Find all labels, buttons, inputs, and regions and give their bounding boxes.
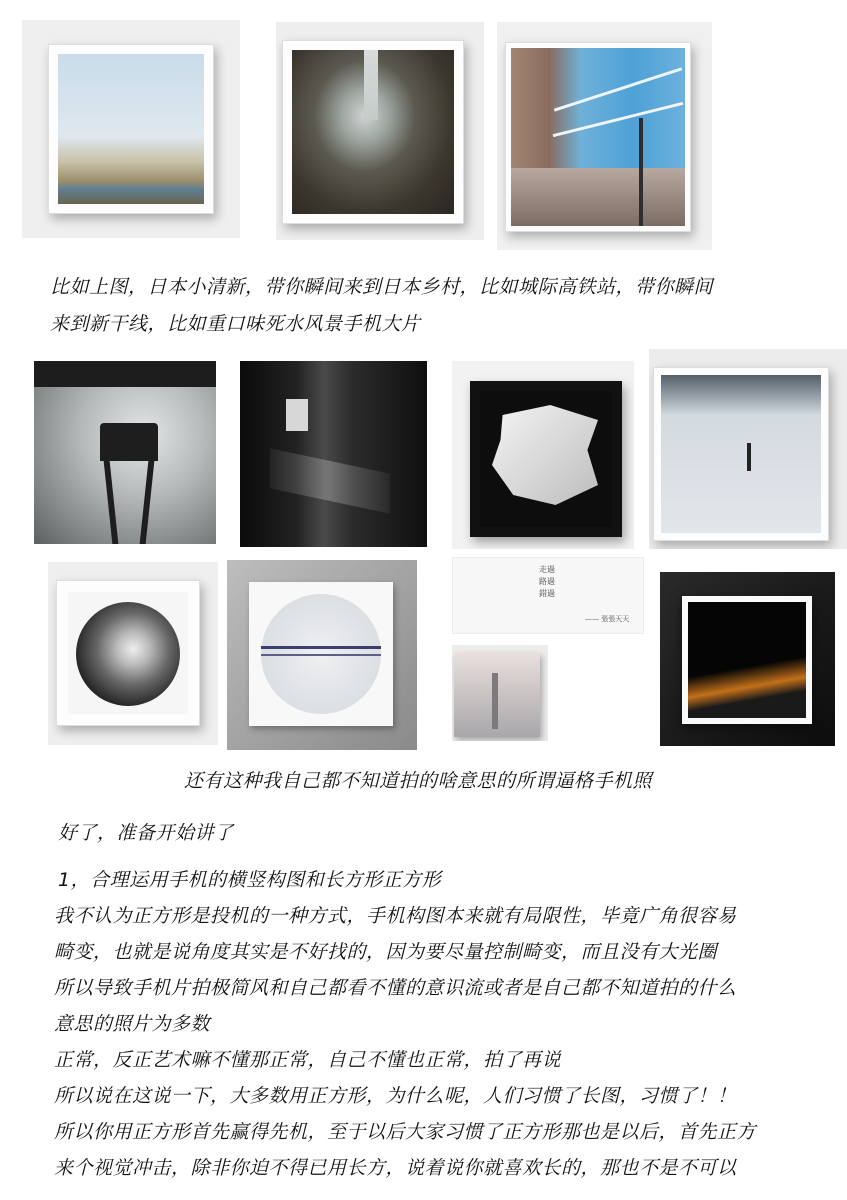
body-line-4: 意思的照片为多数: [54, 1013, 211, 1035]
body-line-6: 所以说在这说一下，大多数用正方形，为什么呢，人们习惯了长图，习惯了！！: [54, 1085, 737, 1107]
body-line-1: 我不认为正方形是投机的一种方式，手机构图本来就有局限性，毕竟广角很容易: [54, 905, 737, 927]
body-line-5: 正常，反正艺术嘛不懂那正常，自己不懂也正常，拍了再说: [54, 1049, 562, 1071]
framed-photo-spiral: [48, 562, 218, 745]
body-line-7: 所以你用正方形首先赢得先机，至于以后大家习惯了正方形那也是以后，首先正方: [54, 1121, 757, 1143]
framed-photo-small: [452, 645, 548, 741]
framed-photo-station: [497, 22, 712, 250]
calligraphy-card: [452, 557, 644, 634]
intro-text: 好了，准备开始讲了: [58, 822, 234, 844]
framed-photo-countryside: [22, 20, 240, 238]
spiral-image: [76, 602, 180, 706]
section-heading: 1，合理运用手机的横竖构图和长方形正方形: [58, 869, 442, 891]
body-line-2: 畸变，也就是说角度其实是不好找的，因为要尽量控制畸变，而且没有大光圈: [54, 941, 718, 963]
countryside-image: [58, 54, 204, 204]
framed-photo-birds: [452, 361, 634, 549]
card-signature: —— 張張天天: [585, 615, 630, 623]
vertical-text-3: 錯過: [539, 589, 555, 598]
framed-photo-waterfall: [276, 22, 484, 240]
station-image: [511, 48, 685, 226]
body-line-8: 来个视觉冲击，除非你迫不得已用长方，说着说你就喜欢长的，那也不是不可以: [54, 1157, 737, 1179]
body-line-3: 所以导致手机片拍极简风和自己都看不懂的意识流或者是自己都不知道拍的什么: [54, 977, 737, 999]
vertical-text-2: 路過: [539, 577, 555, 586]
upside-down-trees-image: [661, 375, 821, 533]
caption-line-2: 来到新干线，比如重口味死水风景手机大片: [50, 313, 421, 335]
birds-collage-image: [480, 391, 612, 527]
caption-line-1: 比如上图，日本小清新，带你瞬间来到日本乡村，比如城际高铁站，带你瞬间: [50, 276, 714, 298]
water-tower-image: [34, 361, 216, 544]
circle-print-image: [227, 560, 417, 750]
corridor-image: [240, 361, 427, 547]
gallery-caption: 还有这种我自己都不知道拍的啥意思的所谓逼格手机照: [184, 770, 653, 792]
framed-photo-upside-down: [649, 349, 847, 549]
waterfall-image: [292, 50, 454, 214]
framed-photo-dark: [660, 572, 835, 746]
vertical-text-1: 走過: [539, 565, 555, 574]
